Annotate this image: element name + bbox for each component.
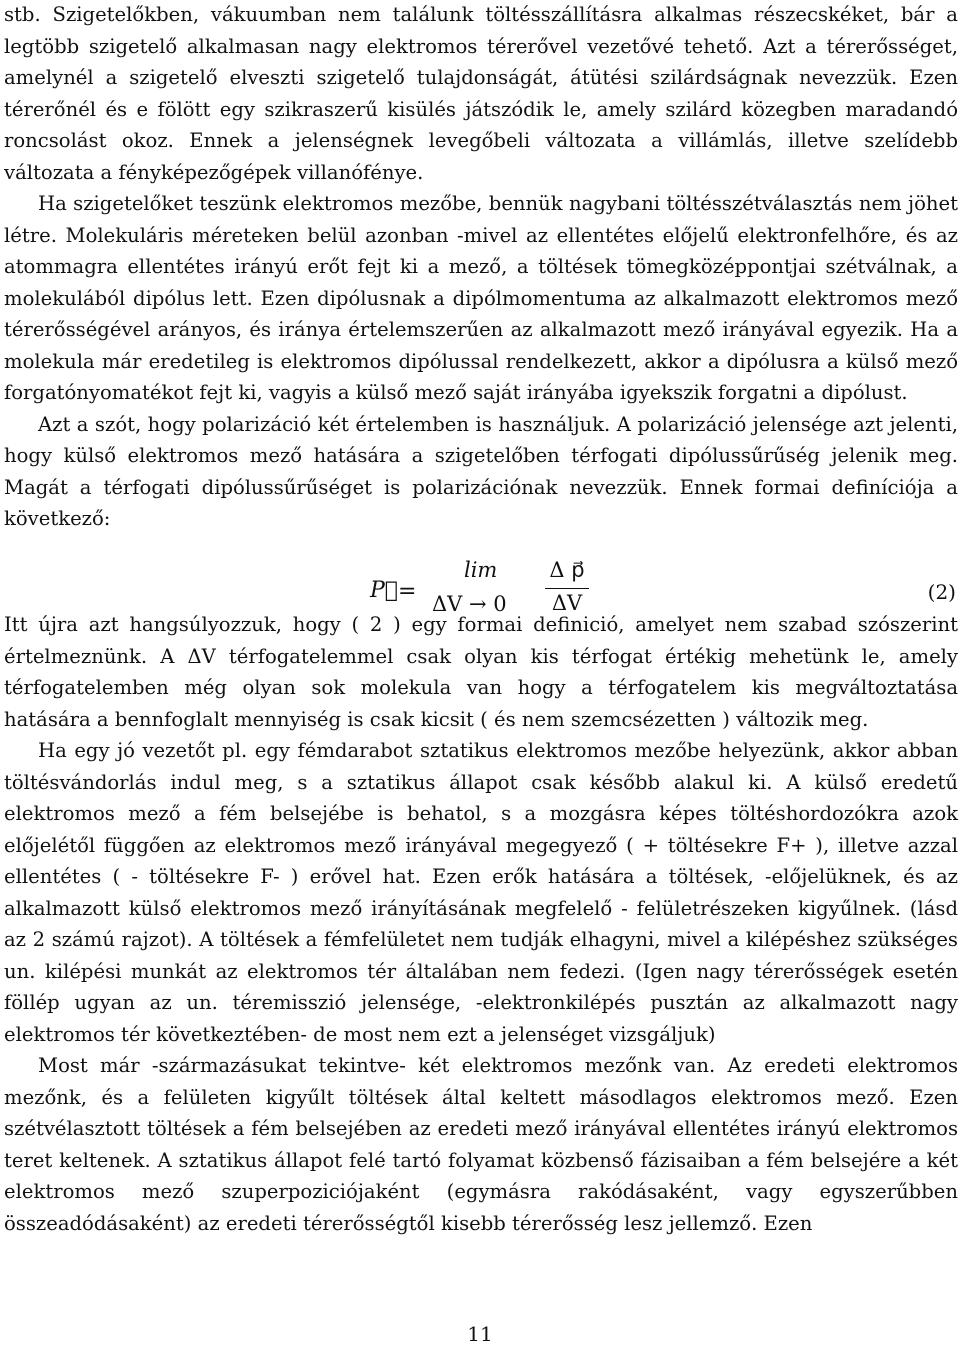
- equation-equals: =: [398, 579, 417, 604]
- equation-fraction: [545, 558, 589, 615]
- page-number: 11: [467, 1322, 493, 1346]
- text-block-bottom: [4, 609, 958, 1239]
- paragraph: Itt újra azt hangsúlyozzuk, hogy ( 2 ) egy formai definició, amelyet nem szabad szószerint értelmeznünk. A ΔV térfogatelemmel csak olyan kis térfogat értékig mehetünk le, amely térfogatelemben még olyan sok molekula van hogy a térfogatelem kis megváltoztatása hatására a bennfoglalt mennyiség is csak kicsit ( és nem szemcsézetten ) változik meg.: [4, 613, 958, 731]
- text-block-top: [4, 0, 958, 535]
- equation-numerator: Δ p⃗: [549, 558, 585, 582]
- equation-lhs: P⃗: [370, 578, 399, 603]
- equation-denominator: ΔV: [551, 591, 583, 615]
- paragraph: Ha egy jó vezetőt pl. egy fémdarabot sztatikus elektromos mezőbe helyezünk, akkor abban töltésvándorlás indul meg, s a sztatikus állapot csak később alakul ki. A külső eredetű elektromos mező a fém belsejébe is behatol, s a mozgásra képes töltéshordozókra azok előjelétől függően az elektromos mező irányával megegyező ( + töltésekre F+ ), illetve azzal ellentétes ( - töltésekre F- ) erővel hat. Ezen erők hatására a töltések, -előjelüknek, és az alkalmazott külső elektromos mező irányításának megfelelő - felületrészeken kigyűlnek. (lásd az 2 számú rajzot). A töltések a fémfelületet nem tudják elhagyni, mivel a kilépéshez szükséges un. kilépési munkát az elektromos tér általában nem fedezi. (Igen nagy térerősségek esetén föllép ugyan az un. téremisszió jelensége, -elektronkilépés pusztán az alkalmazott nagy elektromos tér következtében- de most nem ezt a jelenséget vizsgáljuk): [4, 739, 958, 1046]
- paragraph: stb. Szigetelőkben, vákuumban nem találunk töltésszállításra alkalmas részecskéket, bár a legtöbb szigetelő alkalmasan nagy elektromos térerővel vezetővé tehető. Azt a térerősséget, amelynél a szigetelő elveszti szigetelő tulajdonságát, átütési szilárdságnak nevezzük. Ezen térerőnél és e fölött egy szikraszerű kisülés játszódik le, amely szilárd közegben maradandó roncsolást okoz. Ennek a jelenségnek levegőbeli változata a villámlás, illetve szelídebb változata a fényképezőgépek villanófénye.: [4, 3, 958, 184]
- paragraph: Ha szigetelőket teszünk elektromos mezőbe, bennük nagybani töltésszétválasztás nem jöhet létre. Molekuláris méreteken belül azonban -mivel az ellentétes előjelű elektronfelhőre, és az atommagra ellentétes irányú erőt fejt ki a mező, a töltések tömegközéppontjai szétválnak, a molekulából dipólus lett. Ezen dipólusnak a dipólmomentuma az alkalmazott elektromos mező térerősségével arányos, és iránya értelemszerűen az alkalmazott mező irányával egyezik. Ha a molekula már eredetileg is elektromos dipólussal rendelkezett, akkor a dipólusra a külső mező forgatónyomatékot fejt ki, vagyis a külső mező saját irányába igyekszik forgatni a dipólust.: [4, 192, 958, 404]
- equation-lim-subscript: ΔV → 0: [432, 592, 507, 616]
- equation-lim: lim: [464, 558, 498, 582]
- paragraph: Azt a szót, hogy polarizáció két értelemben is használjuk. A polarizáció jelensége azt jelenti, hogy külső elektromos mező hatására a szigetelőben térfogati dipólussűrűség jelenik meg. Magát a térfogati dipólussűrűséget is polarizációnak nevezzük. Ennek formai definíciója a következő:: [4, 412, 958, 530]
- paragraph: Most már -származásukat tekintve- két elektromos mezőnk van. Az eredeti elektromos mezőnk, és a felületen kigyűlt töltések által keltett másodlagos elektromos mező. Ezen szétvélasztott töltések a fém belsejében az eredeti mező irányával ellentétes irányú elektromos teret keltenek. A sztatikus állapot felé tartó folyamat közbenső fázisaiban a fém belsejére a két elektromos mező szuperpoziciójaként (egymásra rakódásaként, vagy egyszerűbben összeadódásaként) az eredeti térerősségtől kisebb térerősség lesz jellemző. Ezen: [4, 1054, 958, 1235]
- fraction-bar: [545, 588, 589, 589]
- equation-number: (2): [927, 580, 956, 604]
